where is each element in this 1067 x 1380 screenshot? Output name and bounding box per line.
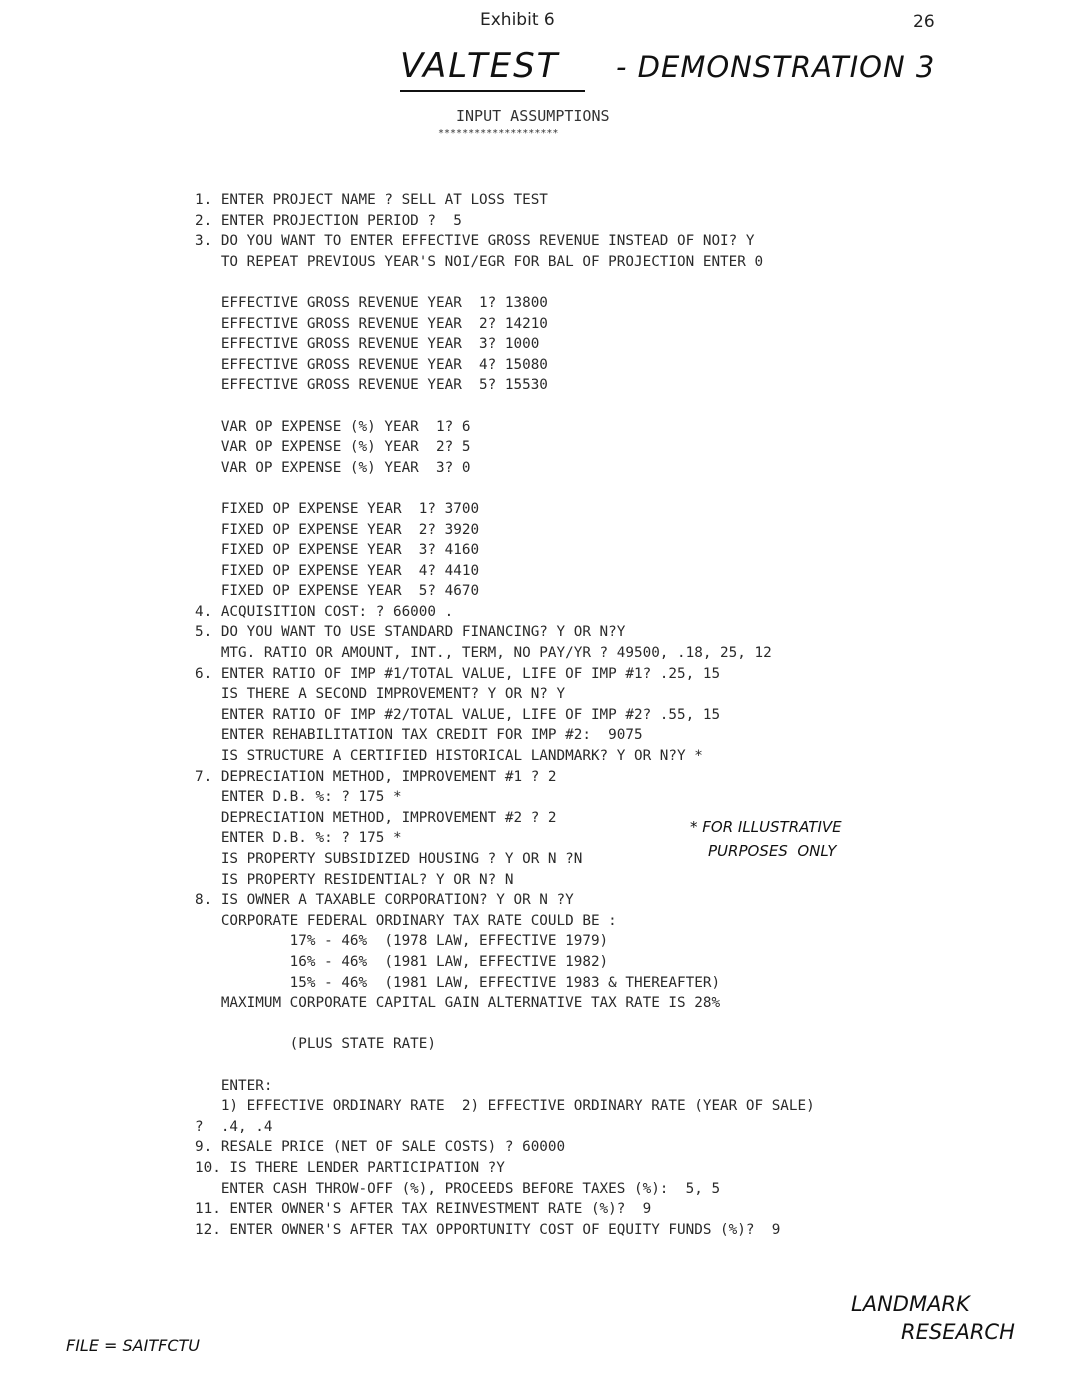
- printout-line: 12. ENTER OWNER'S AFTER TAX OPPORTUNITY COST OF EQUITY FUNDS (%)? 9: [195, 1221, 781, 1238]
- printout-line: ? .4, .4: [195, 1118, 273, 1135]
- printout-line: DEPRECIATION METHOD, IMPROVEMENT #2 ? 2: [195, 809, 557, 826]
- printout-line: 4. ACQUISITION COST: ? 66000 .: [195, 603, 454, 620]
- printout-line: 15% - 46% (1981 LAW, EFFECTIVE 1983 & THEREAFTER): [195, 974, 721, 991]
- printout-line: [195, 272, 815, 293]
- printout-line: 1. ENTER PROJECT NAME ? SELL AT LOSS TEST: [195, 192, 548, 208]
- printout-line: FIXED OP EXPENSE YEAR 3? 4160: [195, 542, 480, 559]
- printout-line: (PLUS STATE RATE): [195, 1036, 437, 1053]
- printout-line: 6. ENTER RATIO OF IMP #1/TOTAL VALUE, LIFE OF IMP #1? .25, 15: [195, 665, 721, 682]
- handwritten-note: [690, 815, 842, 863]
- printout-line: VAR OP EXPENSE (%) YEAR 1? 6: [195, 418, 471, 435]
- landmark-research-signature: [845, 1290, 1015, 1346]
- printout-line: FIXED OP EXPENSE YEAR 2? 3920: [195, 521, 480, 538]
- printout-line: IS THERE A SECOND IMPROVEMENT? Y OR N? Y: [195, 686, 566, 703]
- printout-line: FIXED OP EXPENSE YEAR 1? 3700: [195, 500, 480, 517]
- printout-line: 1) EFFECTIVE ORDINARY RATE 2) EFFECTIVE ORDINARY RATE (YEAR OF SALE): [195, 1098, 815, 1115]
- printout-line: CORPORATE FEDERAL ORDINARY TAX RATE COULD BE :: [195, 912, 617, 929]
- printout-line: IS PROPERTY RESIDENTIAL? Y OR N? N: [195, 871, 514, 888]
- title-valtest: VALTEST: [400, 46, 560, 86]
- printout-line: EFFECTIVE GROSS REVENUE YEAR 3? 1000: [195, 336, 540, 353]
- printout-line: FIXED OP EXPENSE YEAR 4? 4410: [195, 562, 480, 579]
- printout-line: MAXIMUM CORPORATE CAPITAL GAIN ALTERNATIVE TAX RATE IS 28%: [195, 995, 721, 1012]
- printout-line: MTG. RATIO OR AMOUNT, INT., TERM, NO PAY/YR ? 49500, .18, 25, 12: [195, 645, 772, 662]
- printout-line: 8. IS OWNER A TAXABLE CORPORATION? Y OR N ?Y: [195, 892, 574, 909]
- printout-line: IS STRUCTURE A CERTIFIED HISTORICAL LANDMARK? Y OR N?Y *: [195, 748, 703, 765]
- printout-line: EFFECTIVE GROSS REVENUE YEAR 5? 15530: [195, 377, 548, 394]
- printout-line: ENTER RATIO OF IMP #2/TOTAL VALUE, LIFE OF IMP #2? .55, 15: [195, 706, 721, 723]
- printout-line: 11. ENTER OWNER'S AFTER TAX REINVESTMENT RATE (%)? 9: [195, 1201, 652, 1218]
- printout-line: TO REPEAT PREVIOUS YEAR'S NOI/EGR FOR BAL OF PROJECTION ENTER 0: [195, 253, 764, 270]
- printout-line: [195, 478, 815, 499]
- signature-line-2: RESEARCH: [901, 1320, 1015, 1344]
- printout-line: 16% - 46% (1981 LAW, EFFECTIVE 1982): [195, 953, 609, 970]
- printout-line: [195, 1014, 815, 1035]
- signature-line-1: LANDMARK: [851, 1292, 970, 1316]
- printout-line: ENTER D.B. %: ? 175 *: [195, 789, 402, 806]
- printout-line: ENTER REHABILITATION TAX CREDIT FOR IMP #2: 9075: [195, 727, 643, 744]
- printout-line: VAR OP EXPENSE (%) YEAR 3? 0: [195, 459, 471, 476]
- printout-line: 3. DO YOU WANT TO ENTER EFFECTIVE GROSS REVENUE INSTEAD OF NOI? Y: [195, 233, 755, 250]
- printout-line: EFFECTIVE GROSS REVENUE YEAR 1? 13800: [195, 294, 548, 311]
- printout-line: 7. DEPRECIATION METHOD, IMPROVEMENT #1 ? 2: [195, 768, 557, 785]
- printout-line: IS PROPERTY SUBSIDIZED HOUSING ? Y OR N ?N: [195, 851, 583, 867]
- printout-line: VAR OP EXPENSE (%) YEAR 2? 5: [195, 439, 471, 456]
- printout-line: 10. IS THERE LENDER PARTICIPATION ?Y: [195, 1159, 505, 1176]
- page-number: 26: [913, 12, 935, 32]
- printout-line: ENTER:: [195, 1077, 273, 1094]
- note-line-1: * FOR ILLUSTRATIVE: [690, 818, 842, 836]
- printout-line: ENTER CASH THROW-OFF (%), PROCEEDS BEFORE TAXES (%): 5, 5: [195, 1180, 721, 1197]
- asterisk-divider: ********************: [438, 128, 559, 139]
- printout-line: [195, 1055, 815, 1076]
- printout-line: EFFECTIVE GROSS REVENUE YEAR 4? 15080: [195, 356, 548, 373]
- printout-line: 5. DO YOU WANT TO USE STANDARD FINANCING? Y OR N?Y: [195, 624, 626, 641]
- printout-line: 17% - 46% (1978 LAW, EFFECTIVE 1979): [195, 933, 609, 950]
- printout-line: FIXED OP EXPENSE YEAR 5? 4670: [195, 583, 480, 600]
- printout-line: EFFECTIVE GROSS REVENUE YEAR 2? 14210: [195, 315, 548, 332]
- printout-line: ENTER D.B. %: ? 175 *: [195, 830, 402, 847]
- terminal-printout: [195, 190, 815, 1240]
- exhibit-label: Exhibit 6: [480, 10, 555, 30]
- printout-line: [195, 396, 815, 417]
- title-underline: [400, 90, 585, 92]
- printout-line: 2. ENTER PROJECTION PERIOD ? 5: [195, 212, 462, 229]
- title-demonstration: - DEMONSTRATION 3: [616, 50, 936, 84]
- file-label: FILE = SAITFCTU: [66, 1336, 200, 1355]
- printout-line: 9. RESALE PRICE (NET OF SALE COSTS) ? 60000: [195, 1139, 566, 1156]
- note-line-2: PURPOSES ONLY: [708, 842, 837, 860]
- section-subtitle: INPUT ASSUMPTIONS: [456, 107, 610, 125]
